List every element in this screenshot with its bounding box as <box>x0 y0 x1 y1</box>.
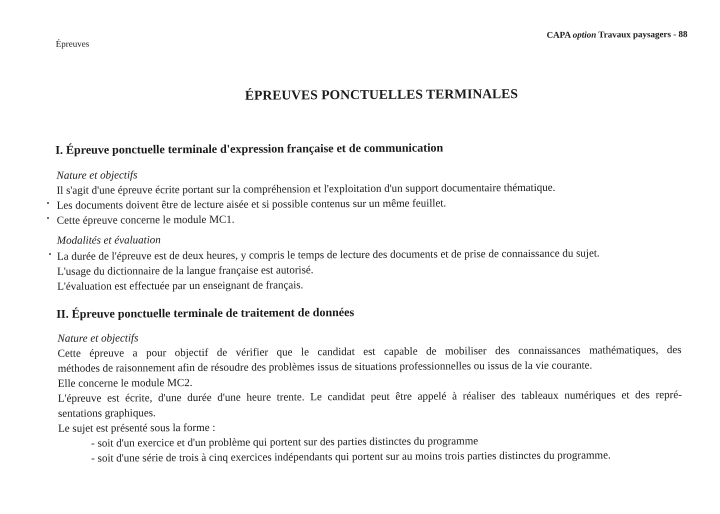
running-header-suffix: Travaux paysagers - 88 <box>598 28 688 40</box>
scan-speck <box>47 217 49 219</box>
section-1-text-line: Il s'agit d'une épreuve écrite portant sur la compréhension et l'exploitation d'un support documentaire thématique. <box>56 181 556 197</box>
section-2-text-line: Le sujet est présenté sous la forme : <box>58 421 216 435</box>
section-1-heading: I. Épreuve ponctuelle terminale d'expression française et de communication <box>55 140 444 157</box>
section-2-text-line: Elle concerne le module MC2. <box>57 377 193 390</box>
section-1-text-line: La durée de l'épreuve est de deux heures, y compris le temps de lecture des documents et de prise de connaissance du sujet. <box>56 247 600 263</box>
scan-speck <box>49 253 51 255</box>
section-2-heading: II. Épreuve ponctuelle terminale de traitement de données <box>56 305 355 321</box>
section-1-subheading-modalites: Modalités et évaluation <box>56 234 161 247</box>
section-2-text-line: méthodes de raisonnement afin de résoudre des problèmes issus de situations professionnelles ou issus de la vie courante. <box>57 359 593 375</box>
section-1-text-line: L'évaluation est effectuée par un enseignant de français. <box>57 279 304 293</box>
running-header-prefix: CAPA <box>546 29 571 40</box>
section-2-text-line: Cette épreuve a pour objectif de vérifier que le candidat est capable de mobiliser des connaissances mathématiques, des <box>57 344 682 360</box>
section-2-text-line: sentations graphiques. <box>57 407 156 420</box>
scan-speck <box>47 202 49 204</box>
section-2-bullet: - soit d'une série de trois à cinq exercices indépendants qui portent sur au moins trois parties distinctes du programme. <box>91 449 611 465</box>
document-title: ÉPREUVES PONCTUELLES TERMINALES <box>244 86 518 103</box>
section-1-text-line: Cette épreuve concerne le module MC1. <box>56 213 235 227</box>
section-2-bullet: - soit d'un exercice et d'un problème qui portent sur des parties distinctes du programme <box>91 435 479 450</box>
section-2-text-line: L'épreuve est écrite, d'une durée d'une heure trente. Le candidat peut être appelé à réaliser des tableaux numériques et des repré- <box>57 389 682 405</box>
running-header-left: Épreuves <box>55 38 90 49</box>
section-2-subheading-nature: Nature et objectifs <box>57 332 139 345</box>
section-1-text-line: L'usage du dictionnaire de la langue française est autorisé. <box>57 264 314 278</box>
section-1-subheading-nature: Nature et objectifs <box>56 169 138 182</box>
running-header-right <box>547 29 688 40</box>
running-header-option: option <box>572 29 597 40</box>
section-1-text-line: Les documents doivent être de lecture aisée et si possible contenus sur un même feuillet. <box>56 197 447 212</box>
